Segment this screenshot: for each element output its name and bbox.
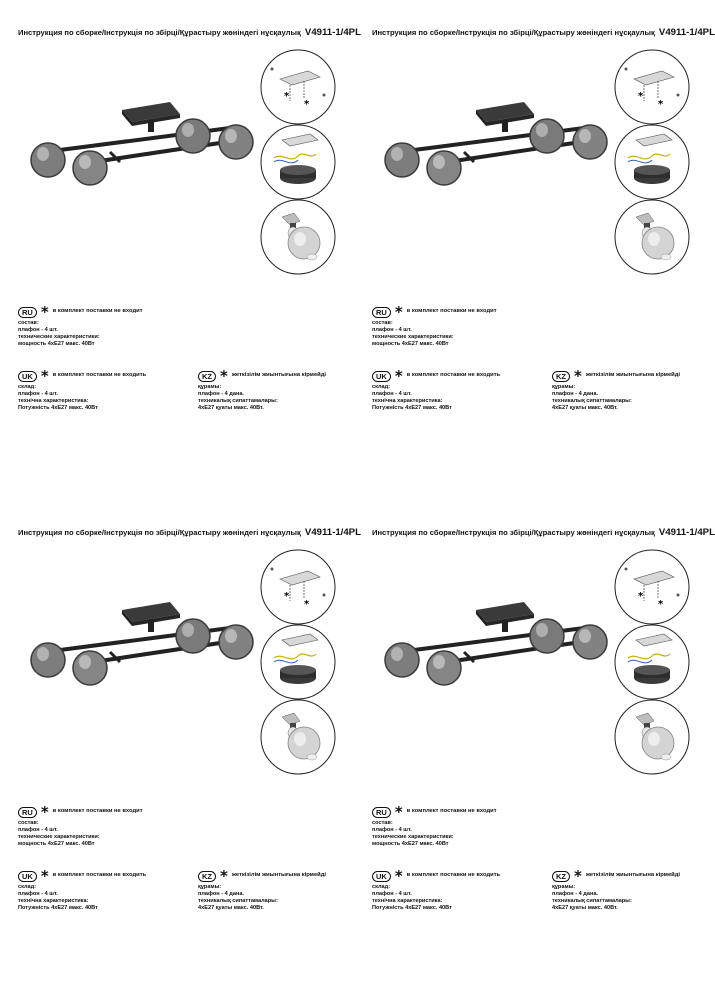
spec-line: плафон - 4 шт. (18, 391, 58, 398)
spec-line: технічна характеристика: (18, 398, 89, 405)
spec-line: технические характеристики: (372, 334, 454, 341)
spec-line: 4хЕ27 қуаты макс. 40Вт. (198, 905, 264, 912)
page-title (18, 27, 361, 38)
model-number: V4911-1/4PL (658, 527, 715, 538)
asterisk-icon: * (220, 867, 228, 885)
kz-block (552, 867, 681, 912)
asterisk-icon: * (40, 803, 49, 821)
spec-line: 4хЕ27 қуаты макс. 40Вт. (552, 905, 618, 912)
spec-line: плафон - 4 шт. (372, 391, 412, 398)
instruction-panel (0, 500, 361, 1000)
lamp-illustration (384, 92, 614, 202)
not-included-note: жеткізілім жиынтығына кірмейді (585, 372, 681, 379)
bulb-shade-detail-icon (614, 699, 690, 775)
spec-line: Потужність 4хЕ27 макс. 40Вт (372, 405, 452, 412)
svg-text:*: * (284, 91, 290, 102)
ru-language-badge: RU (18, 307, 37, 318)
asterisk-icon: * (40, 867, 49, 885)
spec-line: техникалық сипаттамалары: (198, 898, 278, 905)
spec-line: склад: (18, 384, 37, 390)
wiring-detail-icon (614, 624, 690, 700)
uk-language-badge: UK (18, 871, 37, 882)
spec-line: плафон - 4 шт. (372, 891, 412, 898)
kz-language-badge: KZ (552, 871, 570, 882)
svg-text:*: * (304, 599, 310, 610)
page-title (372, 527, 715, 538)
spec-line: плафон - 4 шт. (18, 327, 58, 334)
uk-block (372, 867, 501, 912)
spec-line: мощность 4хЕ27 макс. 40Вт (18, 841, 95, 848)
kz-block (552, 367, 681, 412)
svg-text:*: * (304, 99, 310, 110)
instruction-panel (354, 500, 715, 1000)
spec-line: құрамы: (552, 884, 576, 890)
not-included-note: в комплект поставки не входит (406, 308, 497, 315)
spec-line: мощность 4хЕ27 макс. 40Вт (372, 841, 449, 848)
spec-line: состав: (18, 320, 39, 326)
uk-block (18, 367, 147, 412)
lamp-illustration (30, 92, 260, 202)
bulb-shade-detail-icon (614, 199, 690, 275)
spec-line: мощность 4хЕ27 макс. 40Вт (372, 341, 449, 348)
uk-block (18, 867, 147, 912)
lamp-illustration (384, 592, 614, 702)
bulb-shade-detail-icon (260, 199, 336, 275)
asterisk-icon: * (394, 803, 403, 821)
spec-line: плафон - 4 шт. (372, 827, 412, 834)
svg-text:*: * (638, 91, 644, 102)
svg-text:*: * (658, 99, 664, 110)
spec-line: плафон - 4 дана. (198, 891, 245, 898)
kz-block (198, 867, 327, 912)
svg-text:*: * (284, 591, 290, 602)
uk-language-badge: UK (18, 371, 37, 382)
kz-language-badge: KZ (198, 371, 216, 382)
spec-line: склад: (372, 884, 391, 890)
bulb-shade-detail-icon (260, 699, 336, 775)
spec-line: техникалық сипаттамалары: (198, 398, 278, 405)
uk-block (372, 367, 501, 412)
spec-line: құрамы: (198, 384, 222, 390)
asterisk-icon: * (574, 867, 582, 885)
spec-line: технические характеристики: (18, 334, 100, 341)
kz-language-badge: KZ (552, 371, 570, 382)
spec-line: мощность 4хЕ27 макс. 40Вт (18, 341, 95, 348)
asterisk-icon: * (394, 303, 403, 321)
ru-block (372, 803, 497, 848)
spec-line: плафон - 4 шт. (18, 891, 58, 898)
asterisk-icon: * (574, 367, 582, 385)
page-title (18, 527, 361, 538)
spec-line: плафон - 4 шт. (372, 327, 412, 334)
not-included-note: в комплект поставки не входить (52, 872, 147, 879)
spec-line: технічна характеристика: (372, 898, 443, 905)
spec-line: состав: (372, 320, 393, 326)
kz-block (198, 367, 327, 412)
ru-language-badge: RU (372, 307, 391, 318)
title-text: Инструкция по сборке/Інструкція по збірці/Құрастыру жөніндегі нұсқаулық (372, 28, 655, 37)
spec-line: технічна характеристика: (18, 898, 89, 905)
page-title (372, 27, 715, 38)
not-included-note: в комплект поставки не входит (406, 808, 497, 815)
not-included-note: в комплект поставки не входит (52, 308, 143, 315)
ru-language-badge: RU (18, 807, 37, 818)
spec-line: құрамы: (552, 384, 576, 390)
ru-block (18, 303, 143, 348)
mounting-plate-detail-icon (614, 49, 690, 125)
asterisk-icon: * (394, 867, 403, 885)
uk-language-badge: UK (372, 871, 391, 882)
spec-line: склад: (18, 884, 37, 890)
spec-line: плафон - 4 шт. (18, 827, 58, 834)
instruction-panel (0, 0, 361, 500)
spec-line: техникалық сипаттамалары: (552, 398, 632, 405)
asterisk-icon: * (40, 367, 49, 385)
asterisk-icon: * (220, 367, 228, 385)
lamp-illustration (30, 592, 260, 702)
uk-language-badge: UK (372, 371, 391, 382)
model-number: V4911-1/4PL (304, 527, 361, 538)
model-number: V4911-1/4PL (658, 27, 715, 38)
not-included-note: жеткізілім жиынтығына кірмейді (231, 372, 327, 379)
title-text: Инструкция по сборке/Інструкція по збірці/Құрастыру жөніндегі нұсқаулық (18, 528, 301, 537)
not-included-note: в комплект поставки не входит (52, 808, 143, 815)
ru-block (372, 303, 497, 348)
title-text: Инструкция по сборке/Інструкція по збірці/Құрастыру жөніндегі нұсқаулық (372, 528, 655, 537)
kz-language-badge: KZ (198, 871, 216, 882)
svg-text:*: * (658, 599, 664, 610)
spec-line: 4хЕ27 қуаты макс. 40Вт. (552, 405, 618, 412)
not-included-note: в комплект поставки не входить (52, 372, 147, 379)
spec-line: Потужність 4хЕ27 макс. 40Вт (372, 905, 452, 912)
mounting-plate-detail-icon (260, 549, 336, 625)
wiring-detail-icon (614, 124, 690, 200)
not-included-note: в комплект поставки не входить (406, 372, 501, 379)
spec-line: Потужність 4хЕ27 макс. 40Вт (18, 905, 98, 912)
asterisk-icon: * (394, 367, 403, 385)
spec-line: құрамы: (198, 884, 222, 890)
spec-line: плафон - 4 дана. (552, 391, 599, 398)
spec-line: технические характеристики: (18, 834, 100, 841)
svg-text:*: * (638, 591, 644, 602)
wiring-detail-icon (260, 124, 336, 200)
asterisk-icon: * (40, 303, 49, 321)
spec-line: склад: (372, 384, 391, 390)
spec-line: состав: (18, 820, 39, 826)
spec-line: Потужність 4хЕ27 макс. 40Вт (18, 405, 98, 412)
spec-line: техникалық сипаттамалары: (552, 898, 632, 905)
not-included-note: жеткізілім жиынтығына кірмейді (585, 872, 681, 879)
mounting-plate-detail-icon (260, 49, 336, 125)
spec-line: плафон - 4 дана. (198, 391, 245, 398)
ru-language-badge: RU (372, 807, 391, 818)
spec-line: плафон - 4 дана. (552, 891, 599, 898)
not-included-note: в комплект поставки не входить (406, 872, 501, 879)
spec-line: технічна характеристика: (372, 398, 443, 405)
spec-line: состав: (372, 820, 393, 826)
wiring-detail-icon (260, 624, 336, 700)
ru-block (18, 803, 143, 848)
model-number: V4911-1/4PL (304, 27, 361, 38)
not-included-note: жеткізілім жиынтығына кірмейді (231, 872, 327, 879)
instruction-panel (354, 0, 715, 500)
title-text: Инструкция по сборке/Інструкція по збірці/Құрастыру жөніндегі нұсқаулық (18, 28, 301, 37)
spec-line: технические характеристики: (372, 834, 454, 841)
spec-line: 4хЕ27 қуаты макс. 40Вт. (198, 405, 264, 412)
mounting-plate-detail-icon (614, 549, 690, 625)
